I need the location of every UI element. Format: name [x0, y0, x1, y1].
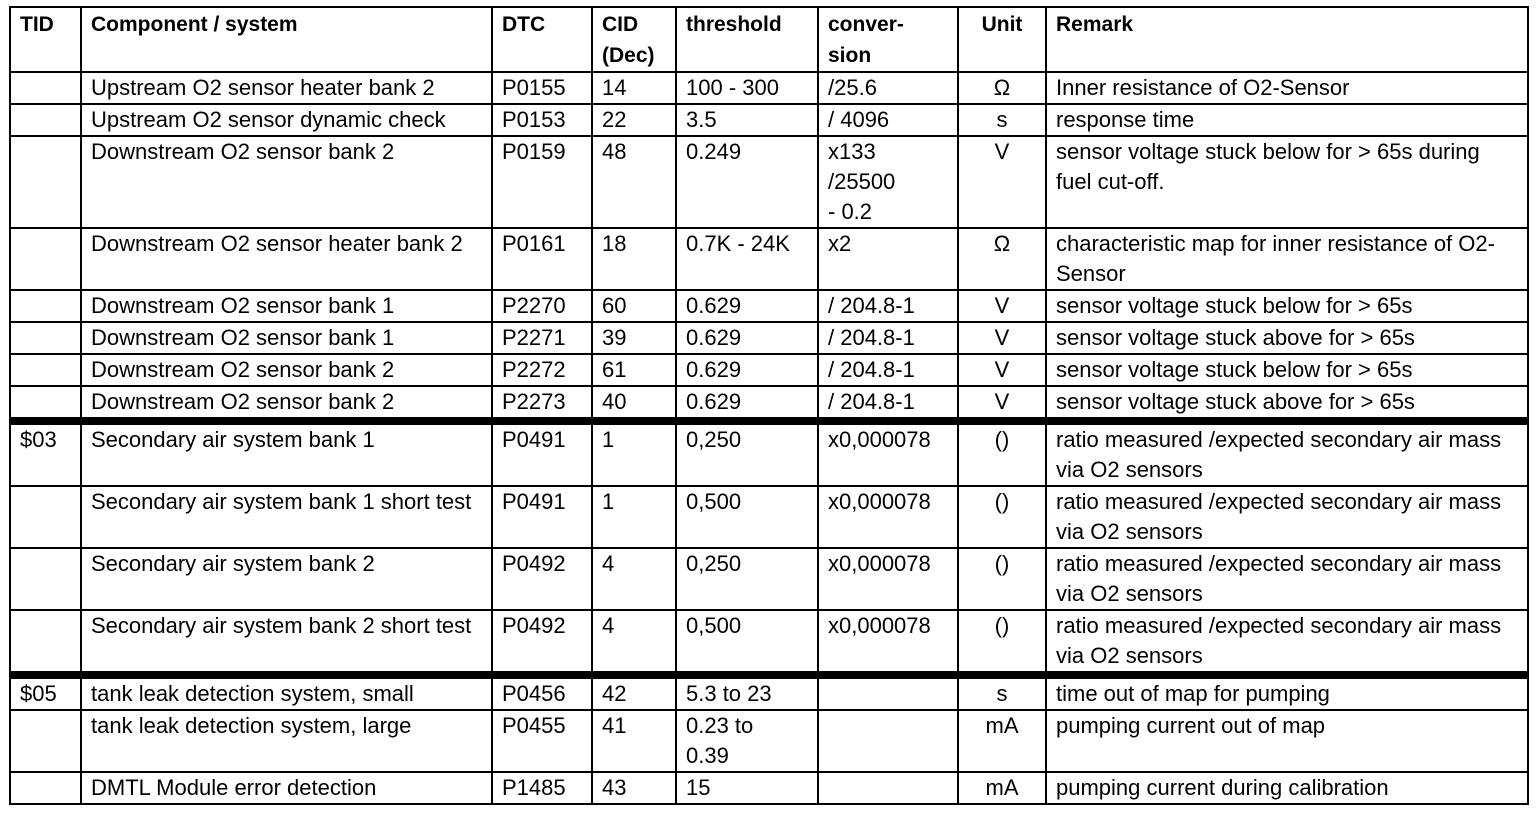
remark-cell: pumping current out of map [1046, 710, 1528, 772]
cid-cell: 61 [592, 354, 676, 386]
unit-cell: V [958, 290, 1046, 322]
tid-cell [10, 104, 81, 136]
unit-cell: V [958, 322, 1046, 354]
table-row [10, 675, 1528, 710]
component-cell: Upstream O2 sensor dynamic check [81, 104, 492, 136]
cid-cell: 42 [592, 675, 676, 710]
component-cell: Secondary air system bank 1 [81, 421, 492, 486]
cid-cell: 4 [592, 610, 676, 675]
cid-cell: 41 [592, 710, 676, 772]
table-row [10, 354, 1528, 386]
table-row [10, 228, 1528, 290]
cid-cell: 14 [592, 72, 676, 104]
remark-cell: ratio measured /expected secondary air mass via O2 sensors [1046, 610, 1528, 675]
component-cell: tank leak detection system, small [81, 675, 492, 710]
table-row [10, 104, 1528, 136]
conversion-cell: x0,000078 [818, 421, 958, 486]
threshold-cell: 0.629 [676, 322, 818, 354]
threshold-cell: 5.3 to 23 [676, 675, 818, 710]
table-row [10, 548, 1528, 610]
component-cell: tank leak detection system, large [81, 710, 492, 772]
remark-cell: ratio measured /expected secondary air mass via O2 sensors [1046, 548, 1528, 610]
cid-cell: 39 [592, 322, 676, 354]
threshold-cell: 3.5 [676, 104, 818, 136]
dtc-threshold-table [9, 6, 1529, 805]
remark-cell: sensor voltage stuck below for > 65s during fuel cut-off. [1046, 136, 1528, 228]
dtc-cell: P0492 [492, 548, 592, 610]
table-row [10, 386, 1528, 421]
tid-cell [10, 290, 81, 322]
tid-cell: $03 [10, 421, 81, 486]
tid-cell [10, 72, 81, 104]
cid-cell: 43 [592, 772, 676, 804]
conversion-cell: / 4096 [818, 104, 958, 136]
conversion-cell: /25.6 [818, 72, 958, 104]
threshold-cell: 0.629 [676, 290, 818, 322]
unit-cell: V [958, 354, 1046, 386]
header-row [10, 7, 1528, 72]
component-cell: Secondary air system bank 2 short test [81, 610, 492, 675]
dtc-cell: P0455 [492, 710, 592, 772]
threshold-cell: 100 - 300 [676, 72, 818, 104]
conversion-cell: / 204.8-1 [818, 386, 958, 421]
component-cell: Downstream O2 sensor bank 2 [81, 386, 492, 421]
unit-cell: () [958, 610, 1046, 675]
tid-cell [10, 354, 81, 386]
dtc-cell: P0159 [492, 136, 592, 228]
threshold-cell: 0.23 to 0.39 [676, 710, 818, 772]
dtc-cell: P2272 [492, 354, 592, 386]
component-cell: Secondary air system bank 1 short test [81, 486, 492, 548]
cid-cell: 1 [592, 421, 676, 486]
component-cell: Downstream O2 sensor bank 2 [81, 136, 492, 228]
threshold-cell: 0,500 [676, 486, 818, 548]
tid-cell [10, 322, 81, 354]
unit-cell: V [958, 386, 1046, 421]
remark-cell: pumping current during calibration [1046, 772, 1528, 804]
header-component: Component / system [81, 7, 492, 72]
remark-cell: characteristic map for inner resistance of O2-Sensor [1046, 228, 1528, 290]
unit-cell: mA [958, 772, 1046, 804]
cid-cell: 40 [592, 386, 676, 421]
cid-cell: 18 [592, 228, 676, 290]
dtc-cell: P2273 [492, 386, 592, 421]
unit-cell: s [958, 675, 1046, 710]
threshold-cell: 0,250 [676, 421, 818, 486]
table-row [10, 610, 1528, 675]
component-cell: Downstream O2 sensor bank 1 [81, 322, 492, 354]
remark-cell: time out of map for pumping [1046, 675, 1528, 710]
dtc-cell: P0153 [492, 104, 592, 136]
tid-cell [10, 486, 81, 548]
table-row [10, 421, 1528, 486]
conversion-cell [818, 772, 958, 804]
threshold-cell: 0.629 [676, 386, 818, 421]
dtc-cell: P0161 [492, 228, 592, 290]
cid-cell: 48 [592, 136, 676, 228]
header-unit: Unit [958, 7, 1046, 72]
conversion-cell: / 204.8-1 [818, 290, 958, 322]
tid-cell [10, 772, 81, 804]
remark-cell: response time [1046, 104, 1528, 136]
unit-cell: () [958, 548, 1046, 610]
component-cell: Secondary air system bank 2 [81, 548, 492, 610]
table-row [10, 772, 1528, 804]
remark-cell: ratio measured /expected secondary air mass via O2 sensors [1046, 421, 1528, 486]
threshold-cell: 0.249 [676, 136, 818, 228]
tid-cell [10, 610, 81, 675]
conversion-cell: x0,000078 [818, 610, 958, 675]
remark-cell: ratio measured /expected secondary air mass via O2 sensors [1046, 486, 1528, 548]
table-row [10, 486, 1528, 548]
conversion-cell: x0,000078 [818, 486, 958, 548]
conversion-cell [818, 675, 958, 710]
component-cell: Upstream O2 sensor heater bank 2 [81, 72, 492, 104]
tid-cell: $05 [10, 675, 81, 710]
unit-cell: V [958, 136, 1046, 228]
remark-cell: sensor voltage stuck above for > 65s [1046, 386, 1528, 421]
tid-cell [10, 710, 81, 772]
unit-cell: () [958, 421, 1046, 486]
dtc-cell: P0492 [492, 610, 592, 675]
conversion-cell: x133 /25500 - 0.2 [818, 136, 958, 228]
cid-cell: 1 [592, 486, 676, 548]
threshold-cell: 0,250 [676, 548, 818, 610]
threshold-cell: 0.7K - 24K [676, 228, 818, 290]
unit-cell: Ω [958, 228, 1046, 290]
table-row [10, 290, 1528, 322]
header-conversion: conver- sion [818, 7, 958, 72]
table-row [10, 72, 1528, 104]
conversion-cell: / 204.8-1 [818, 322, 958, 354]
header-cid: CID (Dec) [592, 7, 676, 72]
component-cell: Downstream O2 sensor bank 1 [81, 290, 492, 322]
dtc-cell: P1485 [492, 772, 592, 804]
unit-cell: () [958, 486, 1046, 548]
unit-cell: s [958, 104, 1046, 136]
conversion-cell [818, 710, 958, 772]
header-tid: TID [10, 7, 81, 72]
dtc-cell: P0456 [492, 675, 592, 710]
tid-cell [10, 386, 81, 421]
threshold-cell: 0.629 [676, 354, 818, 386]
conversion-cell: x2 [818, 228, 958, 290]
threshold-cell: 15 [676, 772, 818, 804]
header-threshold: threshold [676, 7, 818, 72]
dtc-cell: P0155 [492, 72, 592, 104]
cid-cell: 4 [592, 548, 676, 610]
header-dtc: DTC [492, 7, 592, 72]
component-cell: Downstream O2 sensor heater bank 2 [81, 228, 492, 290]
header-remark: Remark [1046, 7, 1528, 72]
tid-cell [10, 548, 81, 610]
tid-cell [10, 136, 81, 228]
dtc-cell: P0491 [492, 421, 592, 486]
remark-cell: sensor voltage stuck above for > 65s [1046, 322, 1528, 354]
table-row [10, 136, 1528, 228]
cid-cell: 22 [592, 104, 676, 136]
conversion-cell: x0,000078 [818, 548, 958, 610]
remark-cell: Inner resistance of O2-Sensor [1046, 72, 1528, 104]
remark-cell: sensor voltage stuck below for > 65s [1046, 354, 1528, 386]
conversion-cell: / 204.8-1 [818, 354, 958, 386]
table-row [10, 710, 1528, 772]
remark-cell: sensor voltage stuck below for > 65s [1046, 290, 1528, 322]
dtc-cell: P2270 [492, 290, 592, 322]
component-cell: Downstream O2 sensor bank 2 [81, 354, 492, 386]
unit-cell: Ω [958, 72, 1046, 104]
component-cell: DMTL Module error detection [81, 772, 492, 804]
cid-cell: 60 [592, 290, 676, 322]
dtc-cell: P0491 [492, 486, 592, 548]
threshold-cell: 0,500 [676, 610, 818, 675]
dtc-cell: P2271 [492, 322, 592, 354]
table-row [10, 322, 1528, 354]
unit-cell: mA [958, 710, 1046, 772]
tid-cell [10, 228, 81, 290]
table-body [10, 72, 1528, 804]
